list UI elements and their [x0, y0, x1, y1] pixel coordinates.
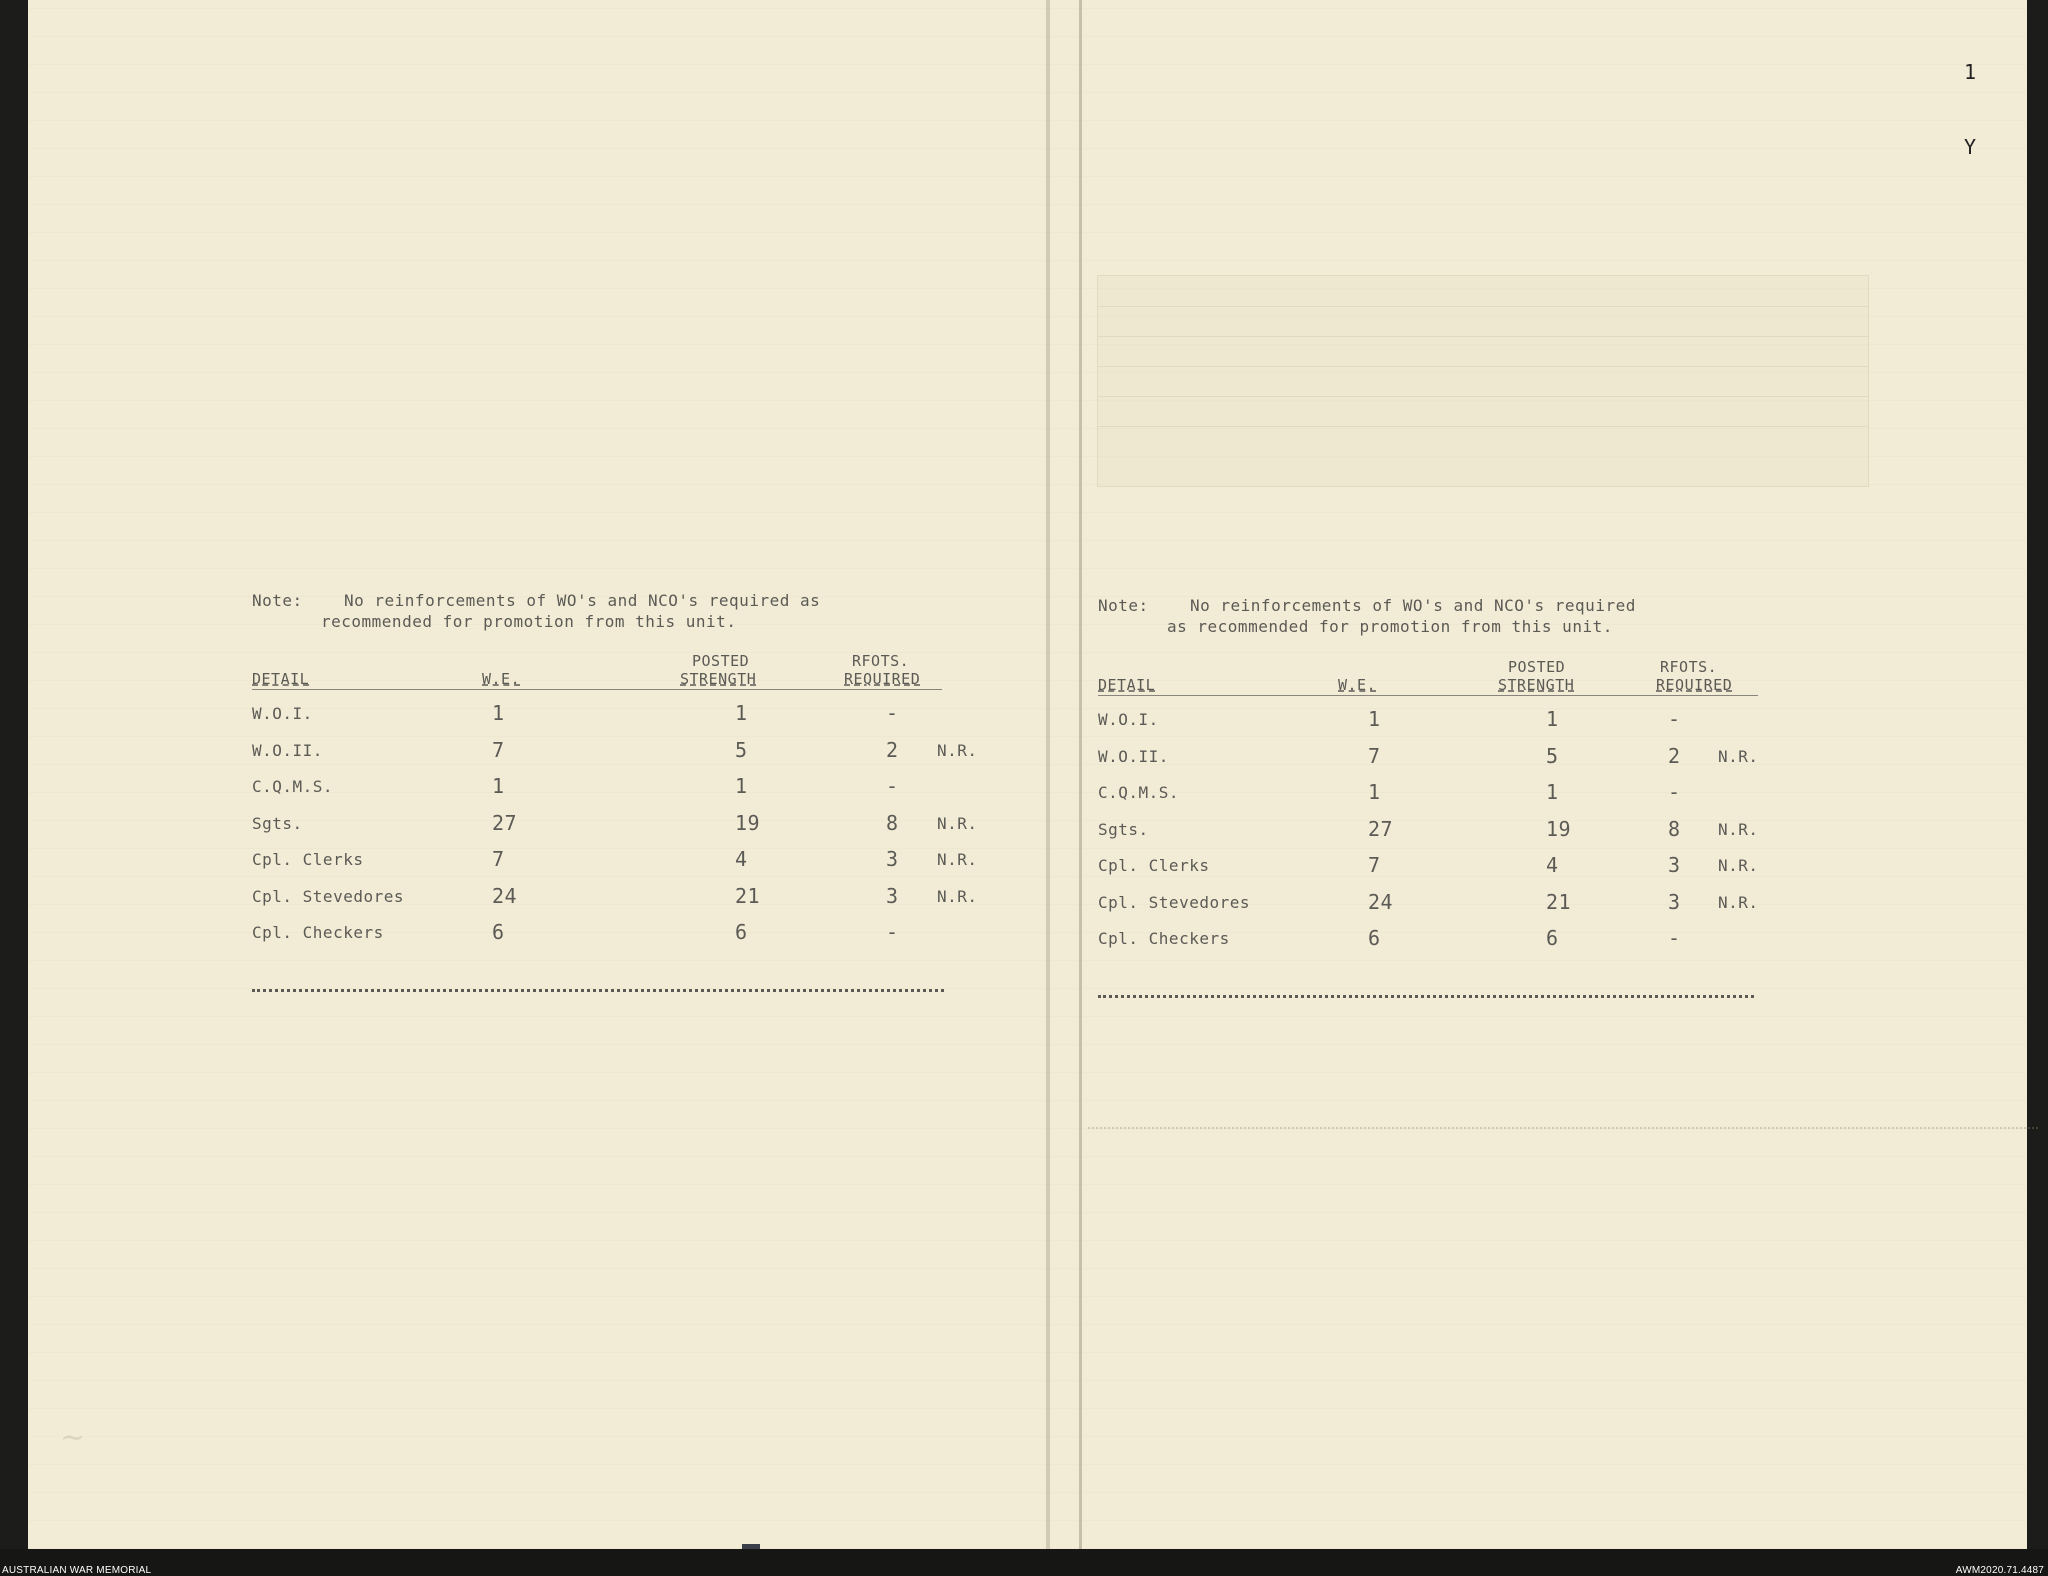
cell-rfts: 3 [886, 883, 899, 908]
left-note [252, 590, 820, 632]
cell-posted: 1 [1546, 707, 1559, 731]
cell-rfts: 3 [1668, 889, 1681, 914]
table-row [1098, 816, 1759, 848]
cell-rfts: 2 [886, 737, 899, 762]
document-sheet [28, 0, 2027, 1549]
table-row [1098, 707, 1754, 738]
cell-posted: 5 [1546, 743, 1559, 768]
cell-we: 7 [492, 737, 505, 762]
cell-detail: Cpl. Stevedores [252, 886, 404, 906]
cell-rfts: - [886, 701, 899, 725]
cell-detail: C.Q.M.S. [1098, 783, 1180, 802]
cell-detail: C.Q.M.S. [252, 777, 334, 796]
cell-we: 6 [492, 920, 505, 944]
cell-nr: N.R. [937, 850, 978, 869]
cell-we: 1 [1368, 780, 1381, 804]
cell-we: 27 [1368, 816, 1394, 841]
cell-detail: Cpl. Stevedores [1098, 892, 1250, 912]
cell-detail: W.O.II. [1098, 746, 1169, 766]
table-row [1098, 926, 1754, 957]
cell-posted: 19 [735, 810, 761, 835]
archive-credit: AUSTRALIAN WAR MEMORIAL [2, 1565, 152, 1576]
header-underline [252, 689, 942, 690]
cell-detail: W.O.I. [252, 704, 313, 723]
table-row [252, 920, 944, 951]
header-rfts-2: REQUIRED [844, 670, 921, 688]
cell-we: 1 [1368, 707, 1381, 731]
cell-we: 27 [492, 810, 518, 835]
cell-posted: 1 [1546, 780, 1559, 804]
cell-posted: 1 [735, 701, 748, 725]
cell-posted: 5 [735, 737, 748, 762]
cell-posted: 4 [1546, 853, 1559, 877]
header-we: W.E. [1338, 676, 1377, 694]
cell-rfts: - [1668, 926, 1681, 950]
cell-rfts: - [886, 774, 899, 798]
right-note-line2: as recommended for promotion from this unit. [1167, 617, 1613, 636]
header-detail: DETAIL [1098, 676, 1156, 694]
cell-nr: N.R. [937, 740, 978, 760]
cell-we: 7 [492, 847, 505, 871]
table-row [252, 847, 978, 878]
cell-nr: N.R. [1718, 892, 1759, 912]
cell-nr: N.R. [937, 813, 978, 833]
cell-rfts: 8 [886, 810, 899, 835]
left-note-line2: recommended for promotion from this unit. [321, 612, 737, 631]
fold-line [1079, 0, 1082, 1549]
table-row [252, 883, 978, 915]
cell-detail: Sgts. [1098, 819, 1149, 839]
cell-nr: N.R. [1718, 819, 1759, 839]
cell-nr: N.R. [1718, 856, 1759, 875]
cell-posted: 4 [735, 847, 748, 871]
cell-we: 1 [492, 701, 505, 725]
cell-rfts: 2 [1668, 743, 1681, 768]
cell-detail: Cpl. Clerks [1098, 856, 1210, 875]
table-row [252, 774, 944, 805]
header-posted-2: STRENGTH [680, 670, 757, 688]
table-bottom-rule [1098, 995, 1754, 998]
cell-detail: Cpl. Checkers [1098, 929, 1230, 948]
cell-posted: 19 [1546, 816, 1572, 841]
table-row [1098, 853, 1759, 884]
left-note-label: Note: [252, 591, 303, 610]
cell-we: 1 [492, 774, 505, 798]
header-rfts-1: RFOTS. [852, 652, 910, 670]
cell-rfts: - [886, 920, 899, 944]
cell-we: 7 [1368, 743, 1381, 768]
cell-we: 7 [1368, 853, 1381, 877]
header-detail: DETAIL [252, 670, 310, 688]
table-row [1098, 743, 1759, 775]
faint-signature: ~ [60, 1420, 86, 1455]
cell-posted: 6 [1546, 926, 1559, 950]
cell-rfts: - [1668, 780, 1681, 804]
archive-reference: AWM2020.71.4487 [1955, 1565, 2044, 1576]
cell-rfts: 8 [1668, 816, 1681, 841]
right-note-label: Note: [1098, 596, 1149, 615]
table-row [1098, 889, 1759, 921]
table-row [1098, 780, 1754, 811]
cell-detail: W.O.I. [1098, 710, 1159, 729]
bleed-through-form [1097, 275, 1869, 487]
table-bottom-rule [252, 989, 944, 992]
right-note-line1: No reinforcements of WO's and NCO's required [1190, 596, 1636, 615]
archive-footer-bar [0, 1549, 2048, 1576]
table-row [252, 810, 978, 842]
cell-rfts: 3 [1668, 853, 1681, 877]
cell-we: 6 [1368, 926, 1381, 950]
header-posted-1: POSTED [1508, 658, 1566, 676]
cell-detail: Cpl. Clerks [252, 850, 364, 869]
cell-nr: N.R. [937, 886, 978, 906]
cell-detail: Sgts. [252, 813, 303, 833]
table-row [252, 701, 944, 732]
perforation-rule [1088, 1127, 2038, 1129]
cell-detail: Cpl. Checkers [252, 923, 384, 942]
header-posted-2: STRENGTH [1498, 676, 1575, 694]
left-note-line1: No reinforcements of WO's and NCO's required as [344, 591, 821, 610]
header-underline [1098, 695, 1758, 696]
cell-detail: W.O.II. [252, 740, 323, 760]
cell-rfts: - [1668, 707, 1681, 731]
cell-we: 24 [492, 883, 518, 908]
cell-rfts: 3 [886, 847, 899, 871]
cell-posted: 1 [735, 774, 748, 798]
cell-posted: 21 [735, 883, 761, 908]
cell-posted: 21 [1546, 889, 1572, 914]
header-we: W.E. [482, 670, 521, 688]
header-rfts-2: REQUIRED [1656, 676, 1733, 694]
cell-we: 24 [1368, 889, 1394, 914]
table-row [252, 737, 978, 769]
page-mark-1: 1 [1964, 60, 1977, 84]
page-mark-2: Y [1964, 135, 1977, 159]
header-rfts-1: RFOTS. [1660, 658, 1718, 676]
right-note [1098, 595, 1636, 637]
cell-posted: 6 [735, 920, 748, 944]
cell-nr: N.R. [1718, 746, 1759, 766]
header-posted-1: POSTED [692, 652, 750, 670]
